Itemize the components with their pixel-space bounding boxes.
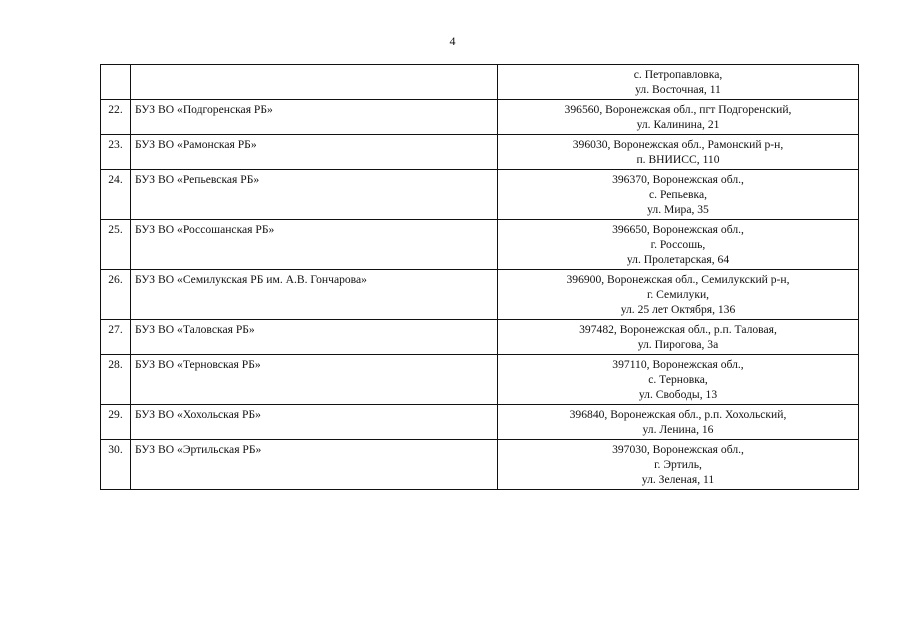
institution-name: БУЗ ВО «Россошанская РБ» xyxy=(131,220,498,270)
address-line: ул. 25 лет Октября, 136 xyxy=(620,303,736,316)
table-row xyxy=(101,100,859,135)
institution-address xyxy=(498,405,859,440)
institution-name: БУЗ ВО «Подгоренская РБ» xyxy=(131,100,498,135)
institution-address xyxy=(498,320,859,355)
table-row xyxy=(101,270,859,320)
address-line: 396370, Воронежская обл., xyxy=(612,173,744,186)
address-line: г. Россошь, xyxy=(650,238,706,251)
address-line: 397482, Воронежская обл., р.п. Таловая, xyxy=(579,323,777,336)
address-line: 396030, Воронежская обл., Рамонский р-н, xyxy=(572,138,784,151)
table-row xyxy=(101,440,859,490)
row-number xyxy=(101,65,131,100)
row-number: 29. xyxy=(101,405,131,440)
row-number: 25. xyxy=(101,220,131,270)
institution-address xyxy=(498,220,859,270)
institution-name: БУЗ ВО «Таловская РБ» xyxy=(131,320,498,355)
row-number: 23. xyxy=(101,135,131,170)
address-line: п. ВНИИСС, 110 xyxy=(636,153,720,166)
table-row xyxy=(101,135,859,170)
institution-name xyxy=(131,65,498,100)
institution-address xyxy=(498,440,859,490)
institution-address xyxy=(498,170,859,220)
page-number: 4 xyxy=(449,34,456,48)
institution-address xyxy=(498,65,859,100)
address-line: г. Эртиль, xyxy=(654,458,702,471)
address-line: 397030, Воронежская обл., xyxy=(612,443,744,456)
institution-name: БУЗ ВО «Семилукская РБ им. А.В. Гончарова» xyxy=(131,270,498,320)
address-line: ул. Пирогова, 3а xyxy=(637,338,719,351)
institution-name: БУЗ ВО «Эртильская РБ» xyxy=(131,440,498,490)
address-line: ул. Свободы, 13 xyxy=(638,388,718,401)
table-row xyxy=(101,65,859,100)
table-row xyxy=(101,355,859,405)
address-line: ул. Ленина, 16 xyxy=(642,423,714,436)
row-number: 24. xyxy=(101,170,131,220)
table-row xyxy=(101,170,859,220)
address-line: ул. Пролетарская, 64 xyxy=(626,253,730,266)
address-line: ул. Мира, 35 xyxy=(647,203,709,216)
address-line: ул. Калинина, 21 xyxy=(636,118,720,131)
address-line: 396650, Воронежская обл., xyxy=(612,223,744,236)
address-line: с. Терновка, xyxy=(648,373,708,386)
institution-address xyxy=(498,270,859,320)
table-row xyxy=(101,220,859,270)
institution-name: БУЗ ВО «Терновская РБ» xyxy=(131,355,498,405)
institution-address xyxy=(498,355,859,405)
address-line: 397110, Воронежская обл., xyxy=(612,358,744,371)
row-number: 30. xyxy=(101,440,131,490)
address-line: г. Семилуки, xyxy=(646,288,710,301)
address-line: 396900, Воронежская обл., Семилукский р-н, xyxy=(566,273,790,286)
row-number: 22. xyxy=(101,100,131,135)
row-number: 28. xyxy=(101,355,131,405)
row-number: 27. xyxy=(101,320,131,355)
institution-name: БУЗ ВО «Репьевская РБ» xyxy=(131,170,498,220)
address-line: 396560, Воронежская обл., пгт Подгоренский, xyxy=(564,103,792,116)
institution-name: БУЗ ВО «Хохольская РБ» xyxy=(131,405,498,440)
address-line: с. Петропавловка, xyxy=(633,68,723,81)
table-row xyxy=(101,320,859,355)
row-number: 26. xyxy=(101,270,131,320)
address-line: с. Репьевка, xyxy=(649,188,707,201)
institution-name: БУЗ ВО «Рамонская РБ» xyxy=(131,135,498,170)
address-line: 396840, Воронежская обл., р.п. Хохольский, xyxy=(569,408,787,421)
table-row xyxy=(101,405,859,440)
hospital-address-table xyxy=(100,64,859,490)
institution-address xyxy=(498,135,859,170)
address-line: ул. Восточная, 11 xyxy=(635,83,721,96)
address-line: ул. Зеленая, 11 xyxy=(641,473,715,486)
institution-address xyxy=(498,100,859,135)
